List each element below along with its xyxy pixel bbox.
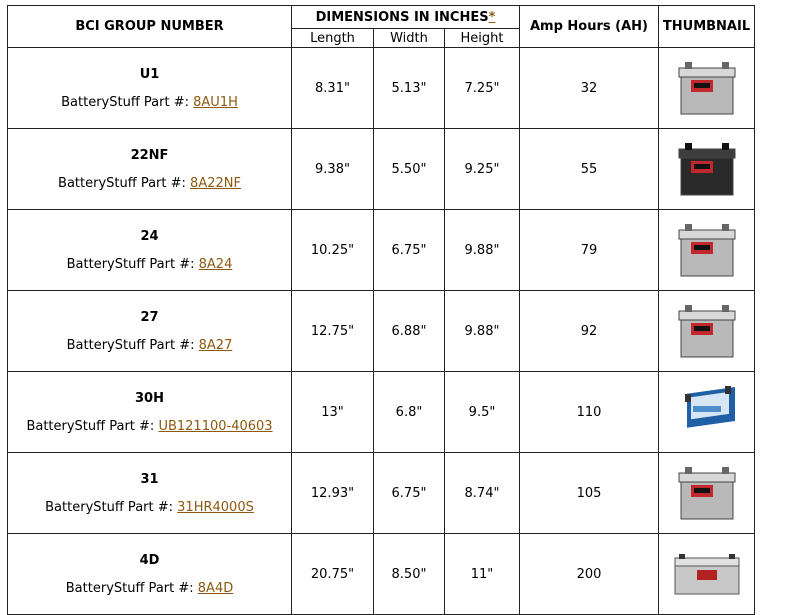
table-row	[8, 210, 755, 291]
amp-hours-cell: 110	[520, 372, 659, 453]
height-cell: 7.25"	[445, 48, 520, 129]
part-prefix: BatteryStuff Part #:	[65, 580, 194, 596]
part-line	[8, 176, 291, 191]
length-cell: 8.31"	[292, 48, 374, 129]
length-cell: 9.38"	[292, 129, 374, 210]
amp-hours-cell: 105	[520, 453, 659, 534]
part-prefix: BatteryStuff Part #:	[45, 499, 174, 515]
part-link[interactable]: 8A22NF	[190, 175, 241, 191]
group-cell	[8, 210, 292, 291]
width-header: Width	[374, 29, 445, 48]
part-link[interactable]: 8A24	[198, 256, 233, 272]
table-row	[8, 291, 755, 372]
long-battery-icon[interactable]	[671, 542, 743, 606]
part-link[interactable]: 8A4D	[197, 580, 234, 596]
amp-hours-cell: 92	[520, 291, 659, 372]
gray-battery-icon[interactable]	[671, 56, 743, 120]
group-cell	[8, 129, 292, 210]
battery-spec-table	[7, 5, 755, 615]
length-cell: 20.75"	[292, 534, 374, 615]
width-cell: 6.75"	[374, 453, 445, 534]
amp-hours-cell: 55	[520, 129, 659, 210]
thumbnail-cell[interactable]	[659, 453, 755, 534]
group-number: 30H	[135, 390, 164, 406]
group-cell	[8, 453, 292, 534]
thumbnail-cell[interactable]	[659, 291, 755, 372]
group-number: 27	[140, 309, 159, 325]
group-number: 22NF	[130, 147, 169, 163]
thumbnail-cell[interactable]	[659, 210, 755, 291]
width-cell: 6.8"	[374, 372, 445, 453]
part-prefix: BatteryStuff Part #:	[66, 256, 195, 272]
thumbnail-cell[interactable]	[659, 129, 755, 210]
width-cell: 6.75"	[374, 210, 445, 291]
height-header: Height	[445, 29, 520, 48]
dimensions-note-link[interactable]: *	[488, 9, 496, 25]
part-line	[8, 419, 291, 434]
thumbnail-cell[interactable]	[659, 534, 755, 615]
dimensions-header: DIMENSIONS IN INCHES*	[292, 6, 520, 29]
length-cell: 13"	[292, 372, 374, 453]
bci-group-header: BCI GROUP NUMBER	[8, 6, 292, 48]
thumbnail-header: THUMBNAIL	[659, 6, 755, 48]
part-link[interactable]: 8AU1H	[193, 94, 238, 110]
gray-battery-icon[interactable]	[671, 299, 743, 363]
header-row	[8, 6, 755, 29]
height-cell: 9.88"	[445, 291, 520, 372]
length-header: Length	[292, 29, 374, 48]
part-line	[8, 95, 291, 110]
amp-hours-cell: 79	[520, 210, 659, 291]
group-cell	[8, 48, 292, 129]
height-cell: 11"	[445, 534, 520, 615]
group-cell	[8, 372, 292, 453]
table-row	[8, 129, 755, 210]
width-cell: 6.88"	[374, 291, 445, 372]
width-cell: 5.13"	[374, 48, 445, 129]
height-cell: 9.88"	[445, 210, 520, 291]
width-cell: 5.50"	[374, 129, 445, 210]
group-cell	[8, 534, 292, 615]
table-row	[8, 453, 755, 534]
length-cell: 12.75"	[292, 291, 374, 372]
part-prefix: BatteryStuff Part #:	[61, 94, 189, 110]
part-prefix: BatteryStuff Part #:	[66, 337, 195, 353]
width-cell: 8.50"	[374, 534, 445, 615]
group-number: 4D	[139, 552, 160, 568]
blue-battery-icon[interactable]	[671, 380, 743, 444]
part-link[interactable]: 31HR4000S	[177, 499, 254, 515]
part-link[interactable]: UB121100-40603	[158, 418, 273, 434]
gray-battery-icon[interactable]	[671, 218, 743, 282]
height-cell: 9.5"	[445, 372, 520, 453]
amp-hours-cell: 200	[520, 534, 659, 615]
part-prefix: BatteryStuff Part #:	[26, 418, 155, 434]
length-cell: 12.93"	[292, 453, 374, 534]
thumbnail-cell[interactable]	[659, 48, 755, 129]
group-number: 31	[140, 471, 159, 487]
table-row	[8, 48, 755, 129]
height-cell: 8.74"	[445, 453, 520, 534]
part-line	[8, 338, 291, 353]
table-row	[8, 372, 755, 453]
part-prefix: BatteryStuff Part #:	[58, 175, 186, 191]
thumbnail-cell[interactable]	[659, 372, 755, 453]
part-link[interactable]: 8A27	[198, 337, 233, 353]
part-line	[8, 581, 291, 596]
group-cell	[8, 291, 292, 372]
amp-hours-header: Amp Hours (AH)	[520, 6, 659, 48]
black-battery-icon[interactable]	[671, 137, 743, 201]
part-line	[8, 257, 291, 272]
length-cell: 10.25"	[292, 210, 374, 291]
part-line	[8, 500, 291, 515]
gray-battery-icon[interactable]	[671, 461, 743, 525]
group-number: 24	[140, 228, 159, 244]
amp-hours-cell: 32	[520, 48, 659, 129]
group-number: U1	[139, 66, 160, 82]
height-cell: 9.25"	[445, 129, 520, 210]
table-row	[8, 534, 755, 615]
